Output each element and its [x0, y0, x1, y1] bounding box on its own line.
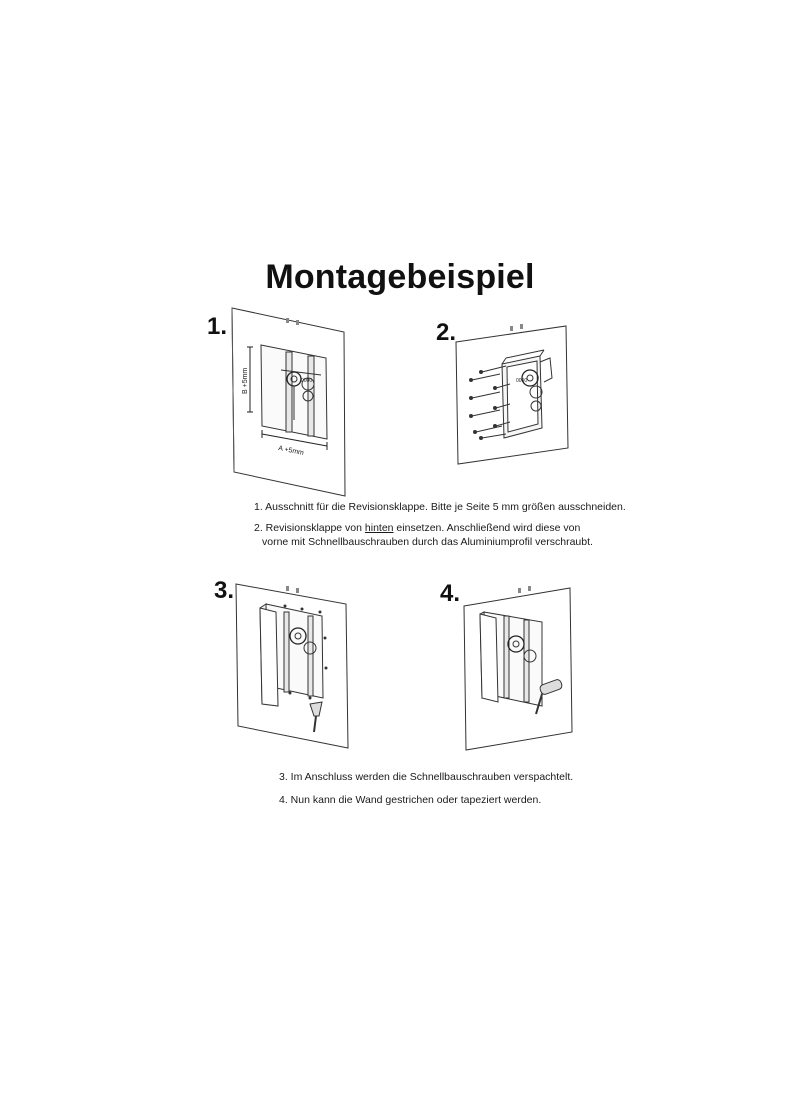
instruction-step-2-suffix: einsetzen. Anschließend wird diese von: [393, 522, 581, 534]
instruction-step-3: 3. Im Anschluss werden die Schnellbauschrauben verspachtelt.: [279, 771, 574, 783]
figure-step-3: [230, 578, 360, 750]
step-number-4: 4.: [440, 580, 461, 607]
step-number-1: 1.: [207, 313, 228, 340]
instruction-step-2-prefix: 2. Revisionsklappe von: [254, 522, 365, 534]
figure-step-4: [460, 582, 582, 754]
instruction-step-2-emphasis: hinten: [364, 522, 394, 534]
figure-step-2: [452, 318, 574, 476]
instruction-step-2-line2: vorne mit Schnellbauschrauben durch das Aluminiumprofil verschraubt.: [262, 536, 593, 548]
figure-step-1: [226, 300, 356, 500]
dimension-height-label: B +5mm: [242, 367, 249, 394]
valve-label: 0000: [301, 378, 313, 384]
instruction-step-1: 1. Ausschnitt für die Revisionsklappe. Bitte je Seite 5 mm größen ausschneiden.: [254, 501, 626, 513]
dimension-width-label: A +5mm: [277, 445, 305, 457]
step-number-2: 2.: [436, 319, 457, 346]
page-title: Montagebeispiel: [265, 258, 535, 296]
step-number-3: 3.: [214, 577, 235, 604]
panel-label: 0000: [516, 378, 528, 384]
instruction-step-2: [254, 521, 593, 549]
instruction-step-4: 4. Nun kann die Wand gestrichen oder tapeziert werden.: [279, 794, 542, 806]
